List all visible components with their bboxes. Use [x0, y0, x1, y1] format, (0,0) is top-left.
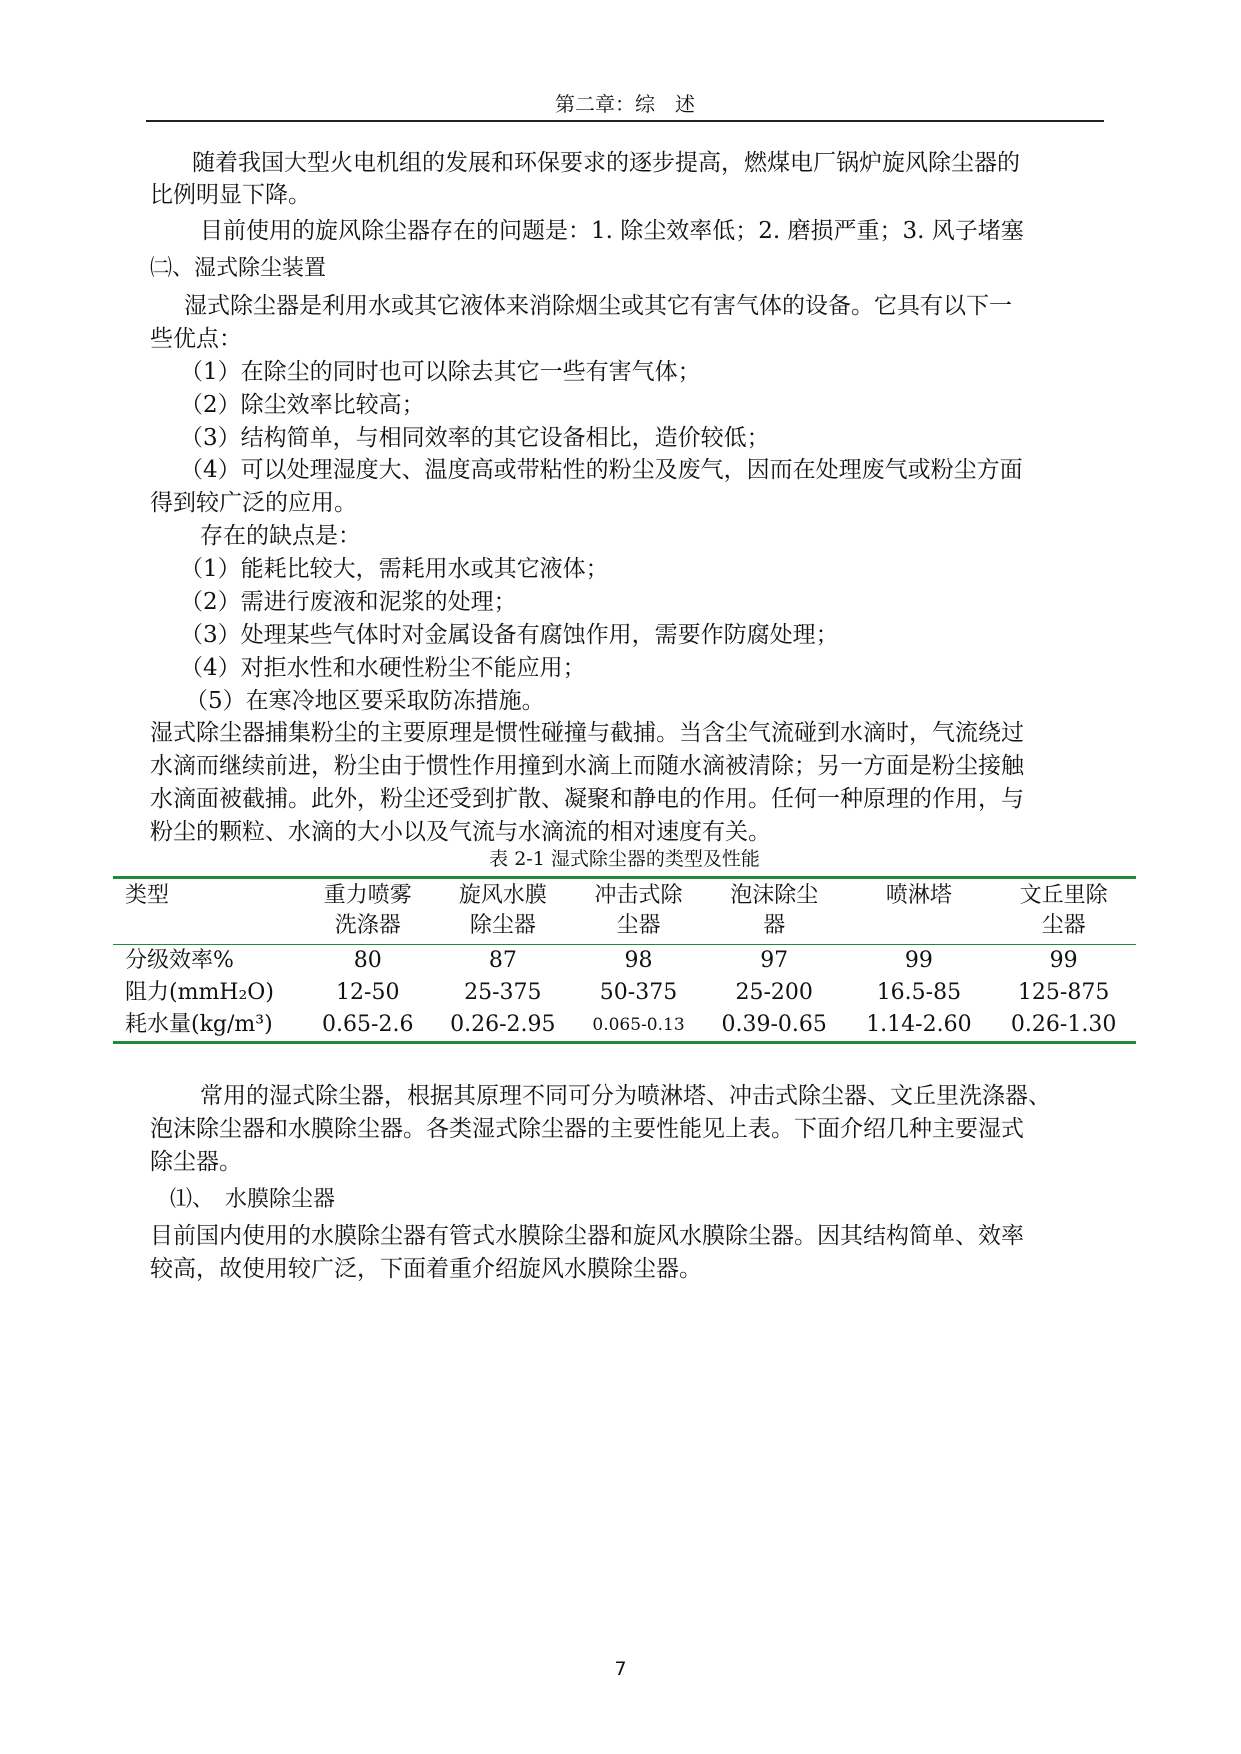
page-header-title: 第二章：综 述 — [555, 92, 695, 116]
paragraph-line: 泡沫除尘器和水膜除尘器。各类湿式除尘器的主要性能见上表。下面介绍几种主要湿式 — [150, 1116, 1024, 1142]
header-cell: 冲击式除 尘器 — [594, 883, 683, 938]
paragraph-line: 存在的缺点是： — [200, 523, 361, 549]
table-row — [113, 977, 1136, 1009]
paragraph-line: 目前国内使用的水膜除尘器有管式水膜除尘器和旋风水膜除尘器。因其结构简单、效率 — [150, 1223, 1024, 1249]
table-cell: 0.26-2.95 — [450, 1012, 556, 1037]
table-cell: 50-375 — [599, 980, 678, 1005]
paragraph-line: 常用的湿式除尘器，根据其原理不同可分为喷淋塔、冲击式除尘器、文丘里洗涤器、 — [200, 1083, 1051, 1109]
table-cell: 99 — [904, 948, 933, 973]
table-cell: 0.65-2.6 — [322, 1012, 414, 1037]
table-cell: 12-50 — [336, 980, 400, 1005]
table-cell: 阻力(mmH₂O) — [125, 980, 274, 1005]
paragraph-line: 比例明显下降。 — [150, 182, 311, 208]
paragraph-line: 除尘器。 — [150, 1149, 242, 1175]
table-cell: 分级效率% — [125, 948, 234, 973]
header-rule — [146, 120, 1104, 122]
list-item: （1）能耗比较大，需耗用水或其它液体； — [180, 556, 609, 582]
table-cell: 0.39-0.65 — [721, 1012, 827, 1037]
paragraph-line: 水滴而继续前进，粉尘由于惯性作用撞到水滴上而随水滴被清除；另一方面是粉尘接触 — [150, 753, 1024, 779]
table-row — [113, 945, 1136, 978]
paragraph-line: 湿式除尘器是利用水或其它液体来消除烟尘或其它有害气体的设备。它具有以下一 — [184, 293, 1012, 319]
table-cell: 0.26-1.30 — [1010, 1012, 1117, 1037]
table-caption: 表 2-1 湿式除尘器的类型及性能 — [489, 848, 760, 870]
header-cell: 喷淋塔 — [885, 883, 952, 908]
header-cell: 类型 — [125, 883, 170, 908]
paragraph-line: 湿式除尘器捕集粉尘的主要原理是惯性碰撞与截捕。当含尘气流碰到水滴时，气流绕过 — [150, 720, 1024, 746]
list-item: （2）需进行废液和泥浆的处理； — [180, 589, 517, 615]
performance-table — [113, 876, 1136, 1044]
table-cell: 耗水量(kg/m³) — [125, 1012, 273, 1037]
table-cell: 125-875 — [1017, 980, 1110, 1005]
table-cell: 87 — [488, 948, 517, 973]
header-cell: 重力喷雾 洗涤器 — [323, 883, 412, 938]
table-cell: 25-375 — [464, 980, 542, 1005]
table-cell: 25-200 — [735, 980, 813, 1005]
header-cell: 文丘里除 尘器 — [1019, 883, 1108, 938]
table-cell: 99 — [1049, 948, 1078, 973]
paragraph-line: 水滴面被截捕。此外，粉尘还受到扩散、凝聚和静电的作用。任何一种原理的作用，与 — [150, 786, 1024, 812]
paragraph-line: 较高，故使用较广泛，下面着重介绍旋风水膜除尘器。 — [150, 1256, 702, 1282]
sub-heading: ⑴、 水膜除尘器 — [170, 1187, 336, 1212]
list-item: （3）结构简单，与相同效率的其它设备相比，造价较低； — [180, 425, 770, 451]
table-cell: 80 — [353, 948, 382, 973]
table-cell: 97 — [760, 948, 789, 973]
section-heading: ㈡、湿式除尘装置 — [150, 256, 327, 281]
table-cell: 16.5-85 — [876, 980, 962, 1005]
table-cell: 1.14-2.60 — [866, 1012, 972, 1037]
paragraph-line: 目前使用的旋风除尘器存在的问题是：1. 除尘效率低；2. 磨损严重；3. 风子堵塞 — [200, 218, 1024, 244]
list-item: （4）可以处理湿度大、温度高或带粘性的粉尘及废气，因而在处理废气或粉尘方面 — [180, 457, 1023, 483]
header-cell: 旋风水膜 除尘器 — [458, 883, 547, 938]
list-item: （4）对拒水性和水硬性粉尘不能应用； — [180, 655, 586, 681]
paragraph-line: 些优点： — [150, 326, 242, 352]
list-item: （3）处理某些气体时对金属设备有腐蚀作用，需要作防腐处理； — [180, 622, 839, 648]
list-item: （5）在寒冷地区要采取防冻措施。 — [185, 688, 545, 714]
header-cell: 泡沫除尘 器 — [730, 883, 819, 938]
table-header-row — [113, 878, 1136, 945]
list-item: 得到较广泛的应用。 — [150, 490, 357, 516]
table-cell: 98 — [624, 948, 653, 973]
paragraph-line: 随着我国大型火电机组的发展和环保要求的逐步提高，燃煤电厂锅炉旋风除尘器的 — [192, 150, 1020, 176]
list-item: （2）除尘效率比较高； — [180, 392, 425, 418]
page-number: 7 — [614, 1658, 627, 1680]
table-row — [113, 1009, 1136, 1043]
list-item: （1）在除尘的同时也可以除去其它一些有害气体； — [180, 359, 701, 385]
table-cell: 0.065-0.13 — [592, 1015, 685, 1035]
paragraph-line: 粉尘的颗粒、水滴的大小以及气流与水滴流的相对速度有关。 — [150, 819, 771, 845]
